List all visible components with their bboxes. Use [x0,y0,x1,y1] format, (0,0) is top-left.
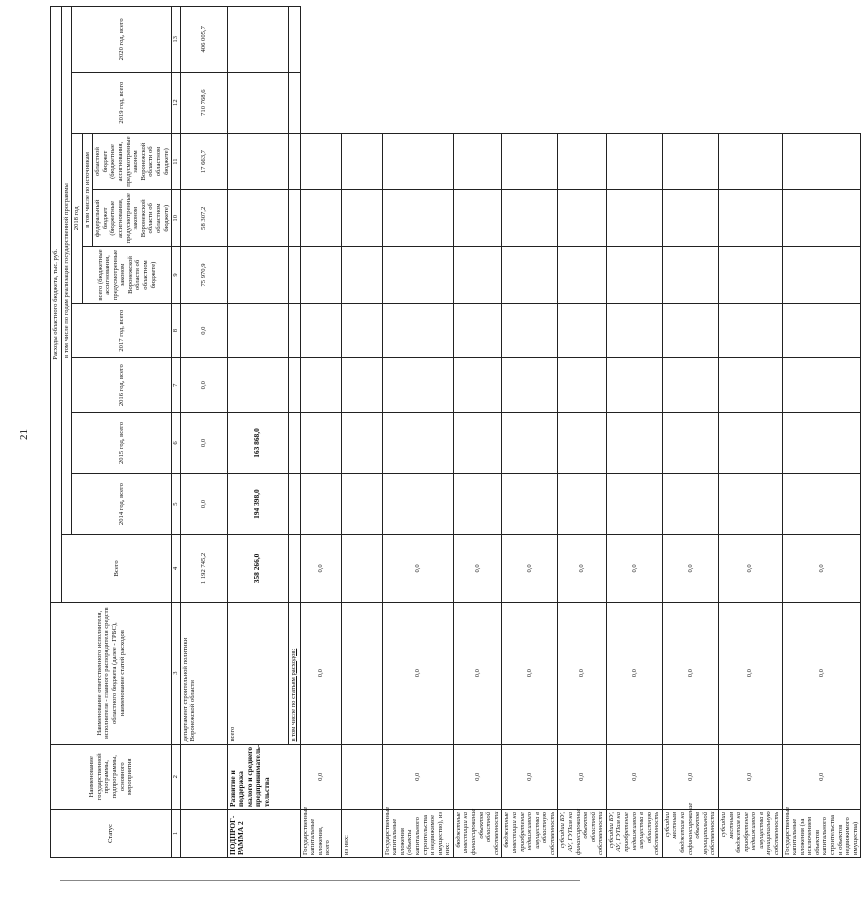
header-2018-federal: федеральный бюджет (бюджетные ассигнования, предусмотренные законом Воронежской области об областном бюджете) [93,189,171,246]
empty-cell [558,358,606,413]
program-val-2015: 163 868,0 [227,412,288,473]
empty-cell [606,412,662,473]
table-row [782,7,861,858]
program-val-total: 358 266,0 [227,535,288,603]
item-value: 0,0 [502,535,558,603]
empty-cell [382,358,453,413]
empty-cell [300,412,341,473]
empty-cell [558,247,606,304]
colnum-1: 1 [172,810,181,858]
item-value: 0,0 [718,535,782,603]
program-val-2016 [227,358,288,413]
item-value: 0,0 [382,744,453,809]
empty-cell [341,412,382,473]
header-2016: 2016 год, всего [72,358,172,413]
empty-cell [453,474,501,535]
empty-cell [453,190,501,247]
header-2018: 2018 год [72,133,83,303]
item-value: 0,0 [606,744,662,809]
header-status: Статус [51,810,172,858]
dept-val-2016: 0,0 [180,358,227,413]
program-name: Развитие и поддержка малого и среднего предпринимательтельства [227,744,300,809]
empty-cell [382,412,453,473]
header-by-years: в том числе по годам реализации государственной программы [61,7,72,535]
empty-cell [558,133,606,190]
item-value: 0,0 [300,602,341,744]
empty-cell [382,247,453,304]
empty-cell [662,303,718,358]
empty-cell [382,133,453,190]
empty-cell [300,133,341,190]
item-value: 0,0 [453,602,501,744]
colnum-2: 2 [172,744,181,809]
empty-cell [341,190,382,247]
empty-cell [606,247,662,304]
empty-cell [718,412,782,473]
colnum-6: 6 [172,412,181,473]
empty-cell [382,190,453,247]
empty-cell [782,133,861,190]
program-status: ПОДПРОГ-РАММА 2 [227,810,300,858]
program-val-2020 [227,7,288,73]
table-row [300,7,341,858]
item-value: 0,0 [300,744,341,809]
dept-val-2014: 0,0 [180,474,227,535]
item-label: субсидии местным бюджетам на приобретение недвижимого имущества в муниципальную собственность [718,810,782,858]
colnum-12: 12 [172,72,181,133]
item-value: 0,0 [606,535,662,603]
item-value [341,602,382,744]
empty-cell [341,133,382,190]
dept-val-2019: 710 768,6 [180,72,227,133]
colnum-7: 7 [172,358,181,413]
item-value: 0,0 [558,535,606,603]
item-value: 0,0 [782,535,861,603]
item-value: 0,0 [662,744,718,809]
table-row [341,7,382,858]
header-2014: 2014 год, всего [72,474,172,535]
header-budget-group: Расходы областного бюджета, тыс. руб. [51,7,62,603]
empty-cell [558,474,606,535]
empty-cell [300,303,341,358]
item-value: 0,0 [662,602,718,744]
empty-cell [606,303,662,358]
item-value: 0,0 [502,602,558,744]
empty-cell [662,474,718,535]
bottom-scan-line [60,880,580,881]
item-value: 0,0 [382,602,453,744]
empty-cell [782,247,861,304]
item-label: Государственные капитальные вложения (объекты капитального строительства и недвижимое имущество), из них: [382,810,453,858]
dept-val-2018: 75 970,9 [180,247,227,304]
dept-val-2018-federal: 58 307,2 [180,190,227,247]
empty-cell [606,474,662,535]
empty-cell [341,247,382,304]
dept-val-2015: 0,0 [180,412,227,473]
program-val-2018 [227,247,288,304]
item-value: 0,0 [662,535,718,603]
empty-cell [502,247,558,304]
empty-cell [782,303,861,358]
dept-executor: департамент строительной политики Воронежской области [180,602,227,744]
empty-cell [502,190,558,247]
table-row [502,7,558,858]
table-row [606,7,662,858]
item-label: Государственные капитальные вложения (за исключением объектов капитального строительства и объектов недвижимого имущества) [782,810,861,858]
item-label: из них: [341,810,382,858]
empty-cell [502,303,558,358]
colnum-11: 11 [172,133,181,190]
dept-val-2017: 0,0 [180,303,227,358]
dept-val-2018-regional: 17 663,7 [180,133,227,190]
header-executor: Наименование ответственного исполнителя, исполнителя - главного распорядителя средств областного бюджета (далее - ГРБС), наименование статей расходов [51,602,172,744]
budget-table [50,6,861,858]
empty-cell [453,133,501,190]
dept-name [180,744,227,809]
program-val-2018-federal [227,190,288,247]
header-2020: 2020 год, всего [72,7,172,73]
empty-cell [453,412,501,473]
item-value: 0,0 [453,535,501,603]
table-row [453,7,501,858]
empty-cell [718,133,782,190]
colnum-13: 13 [172,7,181,73]
header-2018-total: всего (бюджетные ассигнования, предусмотренные законом Воронежской области об областном бюджете) [82,247,171,304]
empty-cell [453,358,501,413]
colnum-4: 4 [172,535,181,603]
item-value: 0,0 [502,744,558,809]
item-label: бюджетные инвестиции на приобретение недвижимого имущества в областную собственность [502,810,558,858]
empty-cell [341,474,382,535]
program-val-2014: 194 398,0 [227,474,288,535]
table-row [718,7,782,858]
item-value [341,535,382,603]
empty-cell [606,133,662,190]
header-2018-sources: в том числе по источникам [83,134,94,246]
dept-row [180,7,227,858]
item-value: 0,0 [453,744,501,809]
item-value: 0,0 [718,744,782,809]
empty-cell [502,474,558,535]
item-label: субсидии местным бюджетам на софинансирование объектов муниципальной собственности [662,810,718,858]
rotated-table-wrapper [50,6,859,858]
colnum-5: 5 [172,474,181,535]
item-label: субсидии БУ, АУ, ГУПам на финансирование объектов областной собственности [558,810,606,858]
empty-cell [502,412,558,473]
header-name: Наименование государственной программы, подпрограммы, основного мероприятия [51,744,172,809]
empty-cell [558,412,606,473]
item-value: 0,0 [300,535,341,603]
empty-cell [341,358,382,413]
empty-cell [662,247,718,304]
empty-cell [718,358,782,413]
colnum-3: 3 [172,602,181,744]
empty-cell [502,133,558,190]
empty-cell [300,358,341,413]
note-label: в том числе по статьям расходов: [288,602,300,744]
item-label: Государственные капитальные вложения, всего [300,810,341,858]
item-value: 0,0 [382,535,453,603]
empty-cell [606,190,662,247]
empty-cell [662,358,718,413]
empty-cell [300,190,341,247]
item-value: 0,0 [782,744,861,809]
empty-cell [782,412,861,473]
program-executor: всего [227,602,288,744]
empty-cell [453,247,501,304]
page-number: 21 [18,429,30,440]
empty-cell [300,247,341,304]
empty-cell [502,358,558,413]
empty-cell [782,474,861,535]
empty-cell [453,303,501,358]
table-row [558,7,606,858]
empty-cell [718,247,782,304]
colnum-8: 8 [172,303,181,358]
program-val-2018-regional [227,133,288,190]
empty-cell [558,303,606,358]
column-number-row [172,7,181,858]
empty-cell [341,303,382,358]
header-2019: 2019 год, всего [72,72,172,133]
header-2018-regional: областной бюджет (бюджетные ассигнования, предусмотренные законом Воронежской области об областном бюджете) [94,136,170,187]
item-value [341,744,382,809]
empty-cell [606,358,662,413]
empty-cell [662,133,718,190]
table-row [382,7,453,858]
item-value: 0,0 [606,602,662,744]
empty-cell [558,190,606,247]
empty-cell [382,303,453,358]
empty-cell [718,190,782,247]
item-label: субсидии БУ, АУ, ГУПам на приобретение недвижимого имущества в областную собственность [606,810,662,858]
table-row [662,7,718,858]
program-val-2017 [227,303,288,358]
header-total: Всего [61,535,172,603]
empty-cell [662,412,718,473]
note-row [288,7,300,858]
item-value: 0,0 [558,602,606,744]
header-2015: 2015 год, всего [72,412,172,473]
item-value: 0,0 [718,602,782,744]
colnum-9: 9 [172,247,181,304]
item-label: бюджетные инвестиции на финансирование объектов областной собственности [453,810,501,858]
dept-val-total: 1 192 745,2 [180,535,227,603]
program-val-2019 [227,72,288,133]
header-2017: 2017 год, всего [72,303,172,358]
dept-status [180,810,227,858]
program-row [227,7,288,858]
empty-cell [662,190,718,247]
header-2018-sources-wrap [82,133,171,246]
empty-cell [718,474,782,535]
empty-cell [782,358,861,413]
empty-cell [782,190,861,247]
dept-val-2020: 406 005,7 [180,7,227,73]
item-value: 0,0 [558,744,606,809]
item-value: 0,0 [782,602,861,744]
empty-cell [300,474,341,535]
empty-cell [382,474,453,535]
colnum-10: 10 [172,190,181,247]
empty-cell [718,303,782,358]
